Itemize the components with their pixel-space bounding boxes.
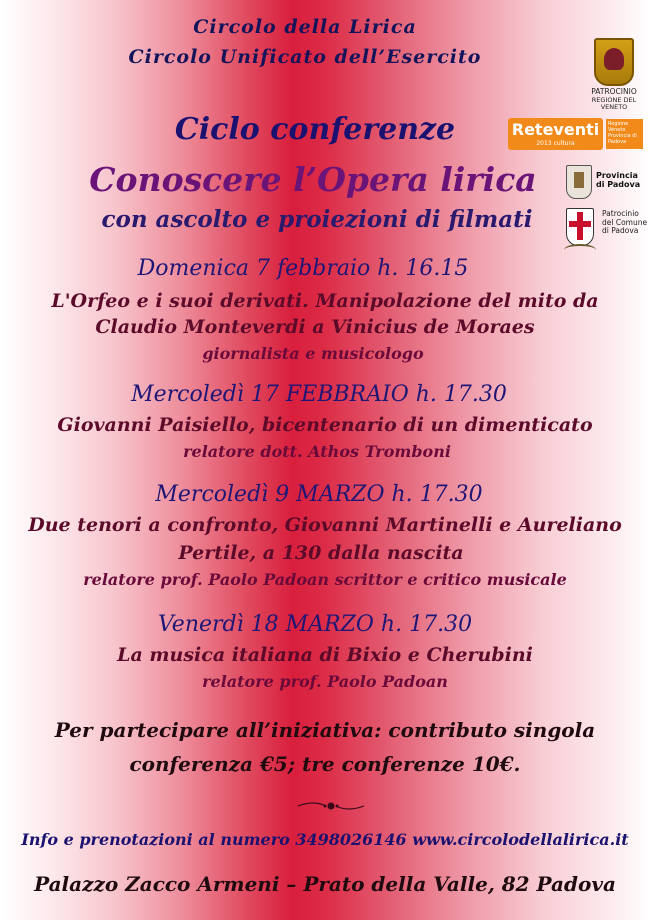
comune-padova-logo [562, 208, 650, 258]
poster-subtitle: con ascolto e proiezioni di filmati [101, 206, 533, 233]
event-3-line-1: Due tenori a confronto, Giovanni Martinelli e Aureliano [28, 514, 622, 536]
reteventi-wordmark: Reteventi [508, 118, 603, 150]
reteventi-year: 2013 [536, 140, 552, 147]
event-3-speaker: relatore prof. Paolo Padoan scrittor e critico musicale [83, 570, 567, 589]
provincia-label [596, 171, 640, 189]
event-2-line-1: Giovanni Paisiello, bicentenario di un dimenticato [57, 414, 593, 436]
comune-line-1: Patrocinio [602, 209, 639, 218]
event-1-line-2: Claudio Monteverdi a Vinicius de Moraes [95, 316, 535, 338]
event-1-date: Domenica 7 febbraio h. 16.15 [137, 256, 469, 281]
info-contact-line: Info e prenotazioni al numero 3498026146 www.circolodellalirica.it [21, 830, 629, 849]
comune-line-3: di Padova [602, 226, 639, 236]
provincia-line-2: di Padova [596, 180, 641, 190]
reteventi-sub [508, 140, 603, 147]
reteventi-logo [508, 118, 643, 150]
event-4-line-1: La musica italiana di Bixio e Cherubini [117, 644, 533, 666]
reteventi-cultura: cultura [553, 140, 575, 147]
comune-label [602, 210, 647, 236]
provincia-line-1: Provincia [596, 171, 638, 180]
lion-of-st-mark-icon [594, 38, 634, 86]
cycle-heading: Ciclo conferenze [174, 112, 456, 147]
comune-crest-icon [566, 208, 594, 246]
participation-line-2: conferenza €5; tre conferenze 10€. [129, 752, 521, 776]
participation-line-1: Per partecipare all’iniziativa: contributo singola [54, 718, 596, 742]
event-2-speaker: relatore dott. Athos Tromboni [183, 442, 451, 461]
event-4-date: Venerdì 18 MARZO h. 17.30 [157, 612, 473, 637]
event-3-date: Mercoledì 9 MARZO h. 17.30 [155, 482, 483, 507]
event-1-speaker: giornalista e musicologo [202, 344, 424, 363]
comune-line-2: del Comune [602, 217, 648, 227]
reteventi-side-text: Regione Veneto Provincia di Padova [606, 119, 643, 149]
veneto-region-label: REGIONE DEL VENETO [591, 95, 637, 112]
organizer-line-1: Circolo della Lirica [193, 16, 417, 38]
venue-address: Palazzo Zacco Armeni – Prato della Valle, 82 Padova [34, 872, 616, 896]
event-2-date: Mercoledì 17 FEBBRAIO h. 17.30 [131, 382, 507, 407]
event-4-speaker: relatore prof. Paolo Padoan [202, 672, 448, 691]
provincia-crest-icon [566, 165, 592, 199]
poster-title: Conoscere l’Opera lirica [89, 160, 537, 199]
comune-laurel-icon [564, 244, 596, 256]
veneto-patronage-label: PATROCINIO [591, 87, 637, 96]
ornament-divider-icon [296, 796, 366, 816]
event-3-line-2: Pertile, a 130 dalla nascita [178, 542, 464, 564]
organizer-line-2: Circolo Unificato dell’Esercito [128, 46, 482, 68]
event-1-line-1: L'Orfeo e i suoi derivati. Manipolazione del mito da [51, 290, 599, 312]
provincia-padova-logo [566, 165, 650, 201]
regione-veneto-logo [578, 38, 650, 112]
